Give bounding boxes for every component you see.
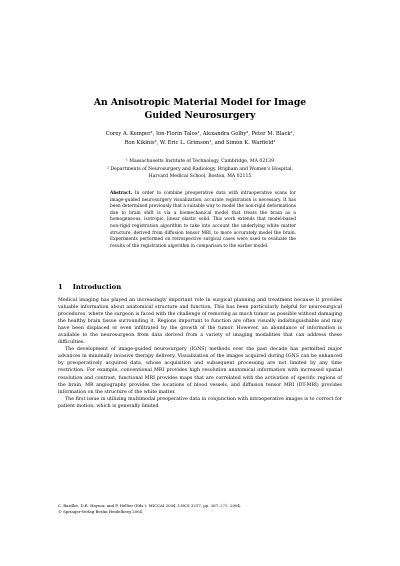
affiliation-2-line-2: Harvard Medical School, Boston, MA 02115 xyxy=(148,174,252,179)
copyright-footer xyxy=(58,503,348,515)
affiliation-1: ¹ Massachusetts Institute of Technology, Cambridge, MA 02139 xyxy=(125,159,275,164)
citation-year: , 2004. xyxy=(227,503,242,508)
citation-text: C. Barillot, D.R. Haynor, and P. Hellier (Eds.): MICCAI 2004, LNCS 3217, pp. 267– xyxy=(58,503,221,508)
paragraph: Medical imaging has played an increasingly important role in surgical planning and treatment because it provides valuable information about anatomical structure and function. This has been particularly helpful for neurosurgical procedures, where the surgeon is faced with the challenge of removing as much tumor as possible without damaging the healthy brain tissue surrounding it. Regions important to function are often visually indistinguishable and may have been displaced or even infiltrated by the growth of the tumor. However, an abundance of information is available to the neurosurgeon from data derived from a variety of imaging modalities that can address these difficulties. xyxy=(58,298,342,346)
section-heading xyxy=(58,283,121,291)
authors-line-1: Corey A. Kemper¹, Ion-Florin Talos², Alexandra Golby², Peter M. Black², xyxy=(105,131,295,137)
author-list xyxy=(40,130,360,148)
abstract-text: In order to combine preoperative data with intraoperative scans for image-guided neurosurgery visualization, accurate registration is necessary. It has been determined previously that a suitable way to model the non-rigid deformations due to brain shift is via a biomechanical model that treats the brain as a homogeneous, isotropic, linear elastic solid. This work extends that model-based non-rigid registration algorithm to take into account the underlying white matter structure, derived from diffusion tensor MRI, to more accurately model the brain. Experiments performed on retrospective surgical cases were used to evaluate the results of the registration algorithm in comparison to the earlier model. xyxy=(110,191,296,249)
abstract xyxy=(110,191,296,250)
authors-line-2: Ron Kikinis², W. Eric L. Grimson¹, and Simon K. Warfield² xyxy=(124,140,276,146)
affiliation-2-line-1: ² Departments of Neurosurgery and Radiology, Brigham and Women’s Hospital, xyxy=(107,166,293,172)
title-line-1: An Anisotropic Material Model for Image xyxy=(93,97,307,108)
body-text xyxy=(58,297,342,410)
affiliations xyxy=(40,158,360,181)
section-number: 1 xyxy=(58,283,63,291)
copyright-line: © Springer-Verlag Berlin Heidelberg 2004 xyxy=(58,509,142,514)
section-title: Introduction xyxy=(72,283,122,291)
paper-title xyxy=(40,96,360,122)
paragraph: The first issue in utilizing multimodal preoperative data in conjunction with intraoperative images is to correct for patient motion, which is generally limited xyxy=(58,396,342,409)
abstract-label: Abstract. xyxy=(110,191,133,196)
title-line-2: Guided Neurosurgery xyxy=(144,110,256,121)
paragraph: The development of image-guided neurosurgery (IGNS) methods over the past decade has permitted major advances in minimally invasive therapy delivery. Visualization of the images acquired during IGNS can be enhanced by preoperatively acquired data, whose acquisition and subsequent processing are not limited by any time restriction. For example, conventional MRI provides high resolution anatomical information with increased spatial resolution and contrast, functional MRI provides maps that are correlated with the activation of specific regions of the brain, MR angiography provides the locations of blood vessels, and diffusion tensor MRI (DT-MRI) provides information on the structure of the white matter. xyxy=(58,347,342,395)
page-link[interactable]: 275 xyxy=(220,503,228,508)
